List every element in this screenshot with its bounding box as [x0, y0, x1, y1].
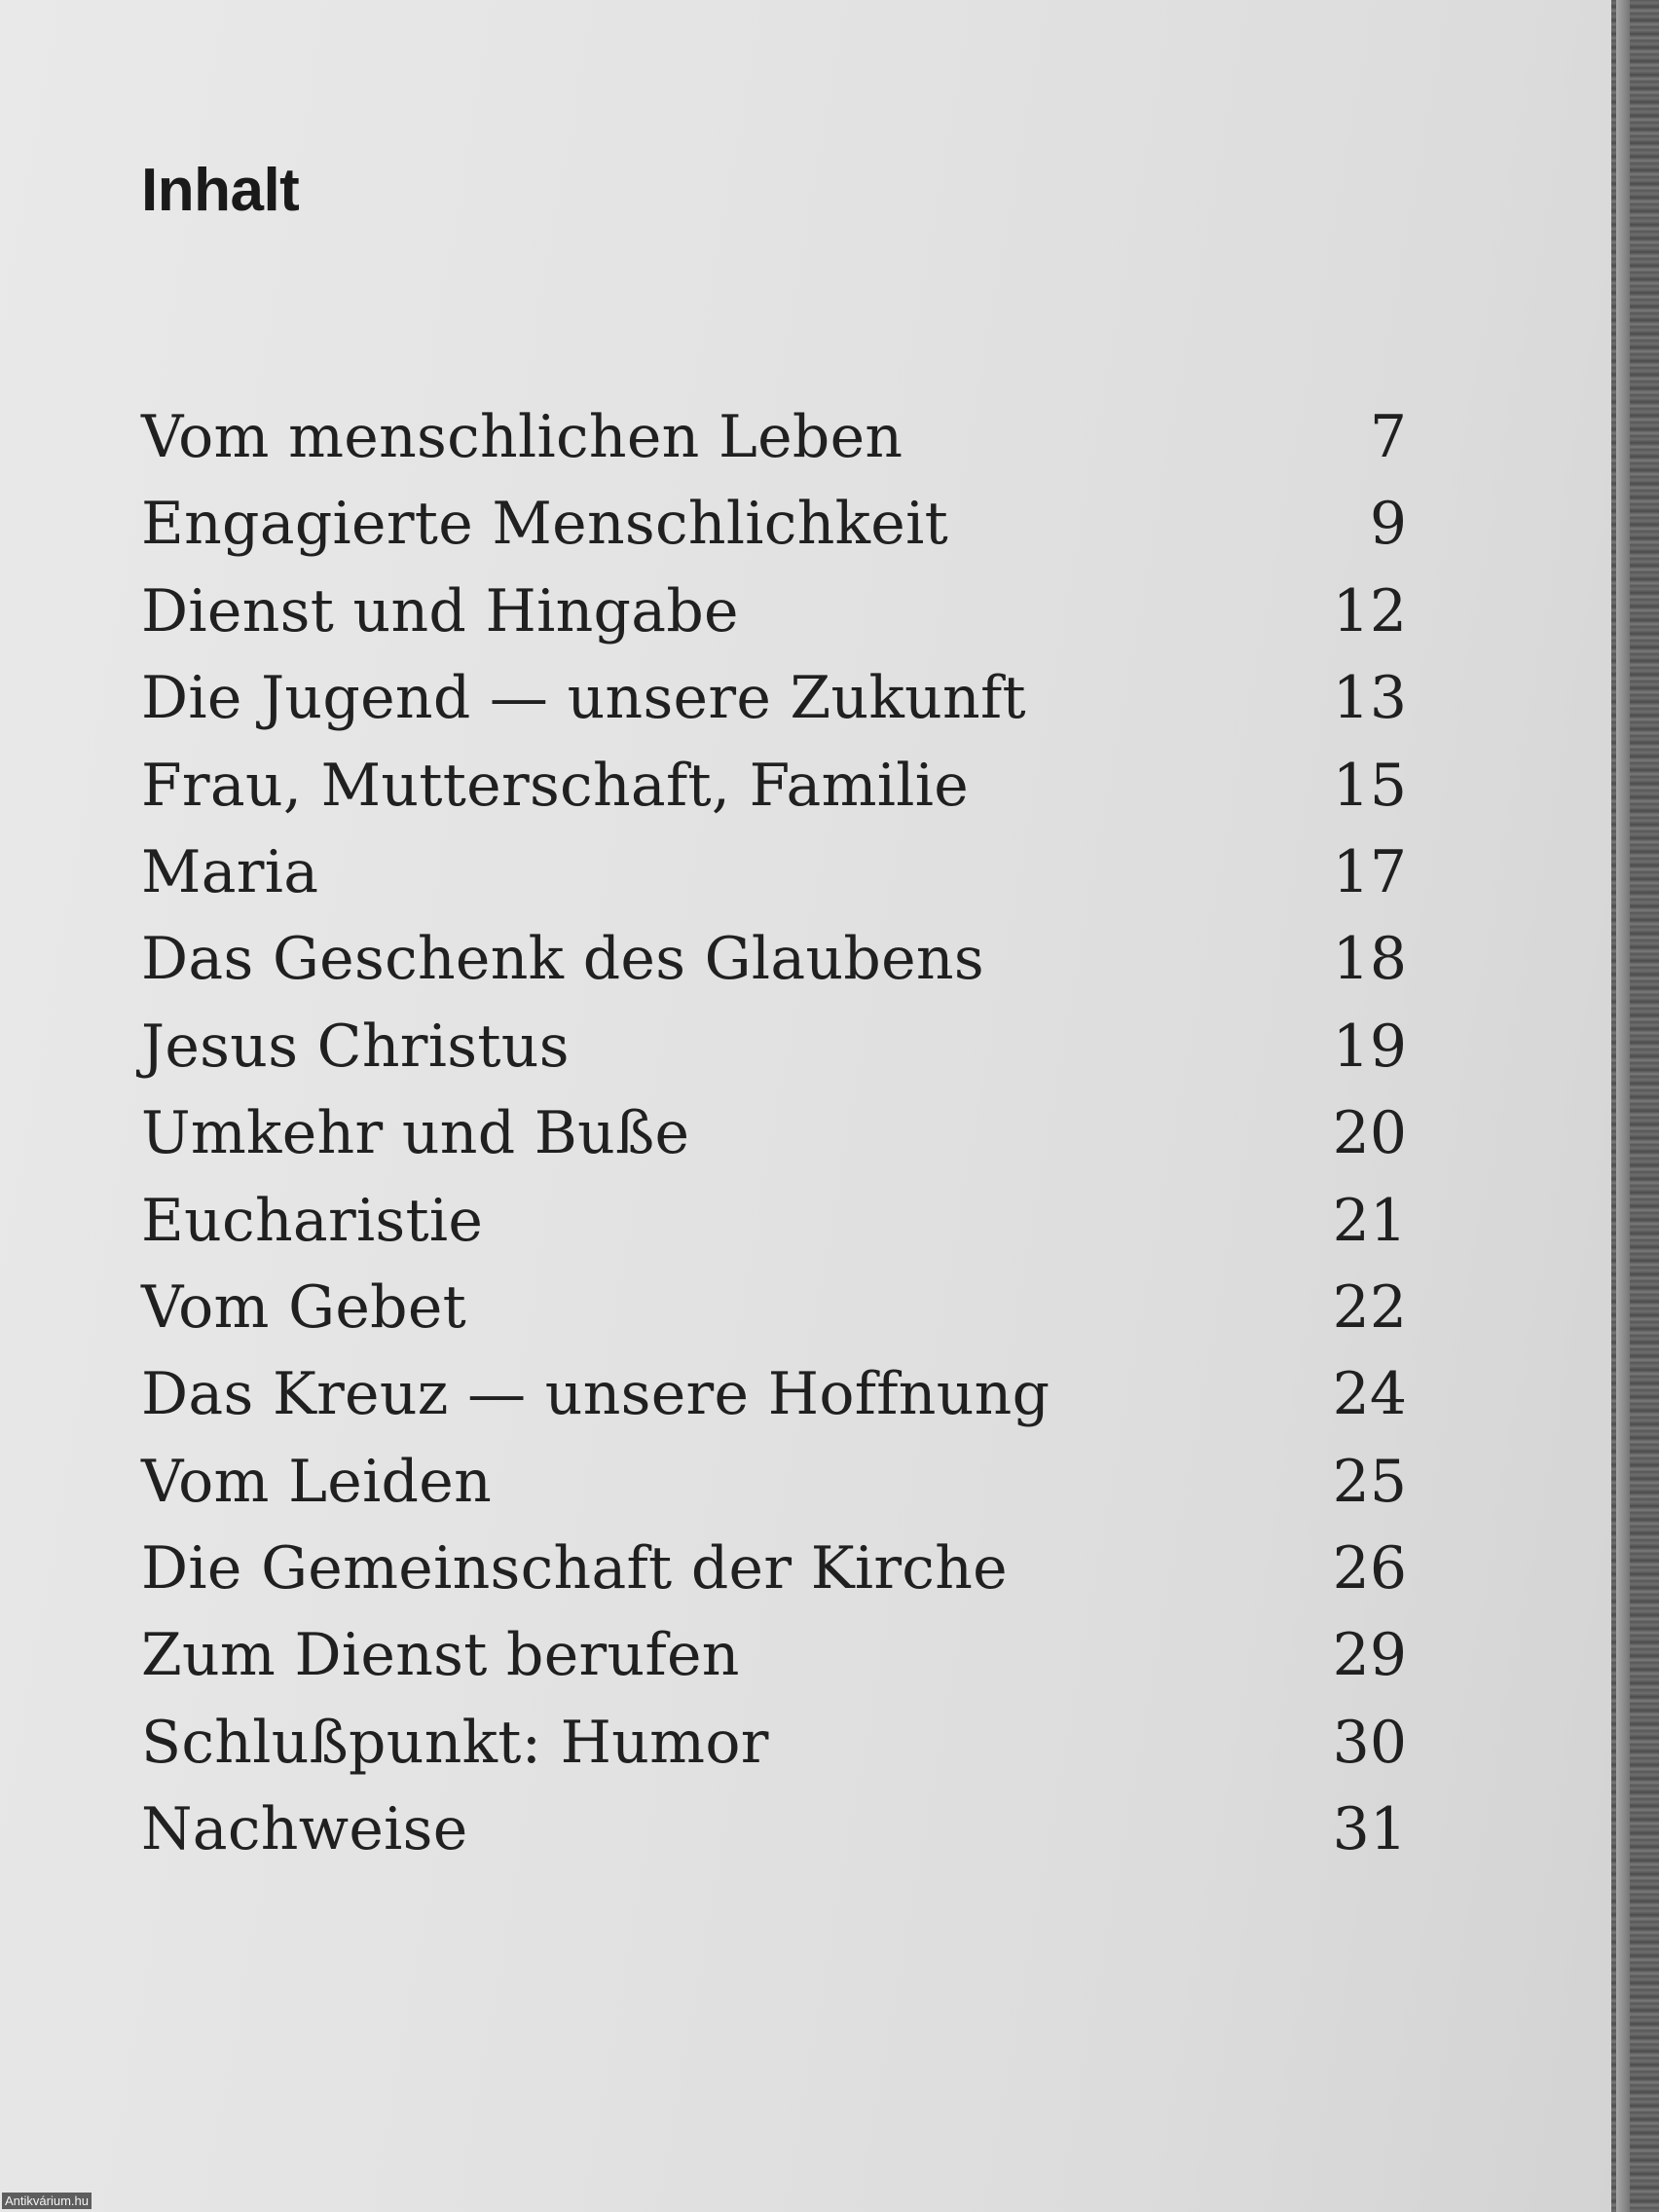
- toc-entry: [141, 1700, 1407, 1787]
- toc-entry-page: 22: [1332, 1272, 1407, 1342]
- toc-entry-title: Vom Gebet: [141, 1272, 467, 1342]
- toc-entry-page: 29: [1332, 1621, 1407, 1690]
- toc-entry: [141, 916, 1407, 1003]
- toc-entry-page: 31: [1332, 1795, 1407, 1864]
- toc-entry-title: Engagierte Menschlichkeit: [141, 490, 949, 559]
- toc-entry: [141, 1439, 1407, 1526]
- toc-entry-title: Vom menschlichen Leben: [141, 403, 903, 471]
- toc-entry-title: Das Kreuz — unsere Hoffnung: [141, 1360, 1051, 1429]
- toc-entry-title: Frau, Mutterschaft, Familie: [141, 751, 970, 820]
- toc-entry-page: 26: [1332, 1534, 1407, 1604]
- toc-entry: [141, 1265, 1407, 1351]
- toc-entry-page: 21: [1332, 1186, 1407, 1255]
- toc-entry-title: Die Jugend — unsere Zukunft: [141, 664, 1026, 733]
- toc-entry: [141, 1178, 1407, 1265]
- toc-entry-page: 13: [1332, 664, 1407, 733]
- toc-entry-title: Vom Leiden: [141, 1447, 493, 1516]
- toc-entry: [141, 1612, 1407, 1699]
- page-title: Inhalt: [141, 157, 300, 224]
- toc-entry-title: Jesus Christus: [141, 1012, 570, 1081]
- toc-entry: [141, 481, 1407, 568]
- table-of-contents: [141, 394, 1407, 1874]
- toc-entry-title: Schlußpunkt: Humor: [141, 1708, 769, 1777]
- toc-entry-page: 25: [1332, 1447, 1407, 1516]
- toc-entry-title: Das Geschenk des Glaubens: [141, 925, 984, 994]
- toc-entry-title: Dienst und Hingabe: [141, 576, 739, 645]
- toc-entry-page: 20: [1332, 1099, 1407, 1168]
- toc-entry-page: 15: [1332, 751, 1407, 820]
- toc-entry: [141, 394, 1407, 481]
- toc-entry: [141, 1526, 1407, 1612]
- watermark: Antikvárium.hu: [2, 2193, 92, 2209]
- page-edge-shadow: [1616, 0, 1630, 2212]
- toc-entry: [141, 1090, 1407, 1177]
- toc-entry-title: Die Gemeinschaft der Kirche: [141, 1534, 1008, 1604]
- toc-entry: [141, 1787, 1407, 1873]
- toc-entry-page: 9: [1369, 490, 1407, 559]
- toc-entry: [141, 569, 1407, 655]
- toc-entry: [141, 1351, 1407, 1438]
- toc-entry-title: Maria: [141, 837, 319, 906]
- toc-entry-page: 7: [1369, 403, 1407, 471]
- toc-entry-page: 30: [1332, 1708, 1407, 1777]
- toc-entry-title: Eucharistie: [141, 1186, 484, 1255]
- toc-entry-page: 17: [1332, 837, 1407, 906]
- toc-entry: [141, 743, 1407, 830]
- toc-entry-page: 19: [1332, 1012, 1407, 1081]
- toc-entry-page: 18: [1332, 925, 1407, 994]
- toc-entry-title: Zum Dienst berufen: [141, 1621, 740, 1690]
- toc-entry-page: 24: [1332, 1360, 1407, 1429]
- toc-entry-page: 12: [1332, 576, 1407, 645]
- toc-entry: [141, 1004, 1407, 1090]
- toc-entry: [141, 830, 1407, 916]
- toc-entry: [141, 655, 1407, 742]
- toc-entry-title: Nachweise: [141, 1795, 468, 1864]
- toc-entry-title: Umkehr und Buße: [141, 1099, 690, 1168]
